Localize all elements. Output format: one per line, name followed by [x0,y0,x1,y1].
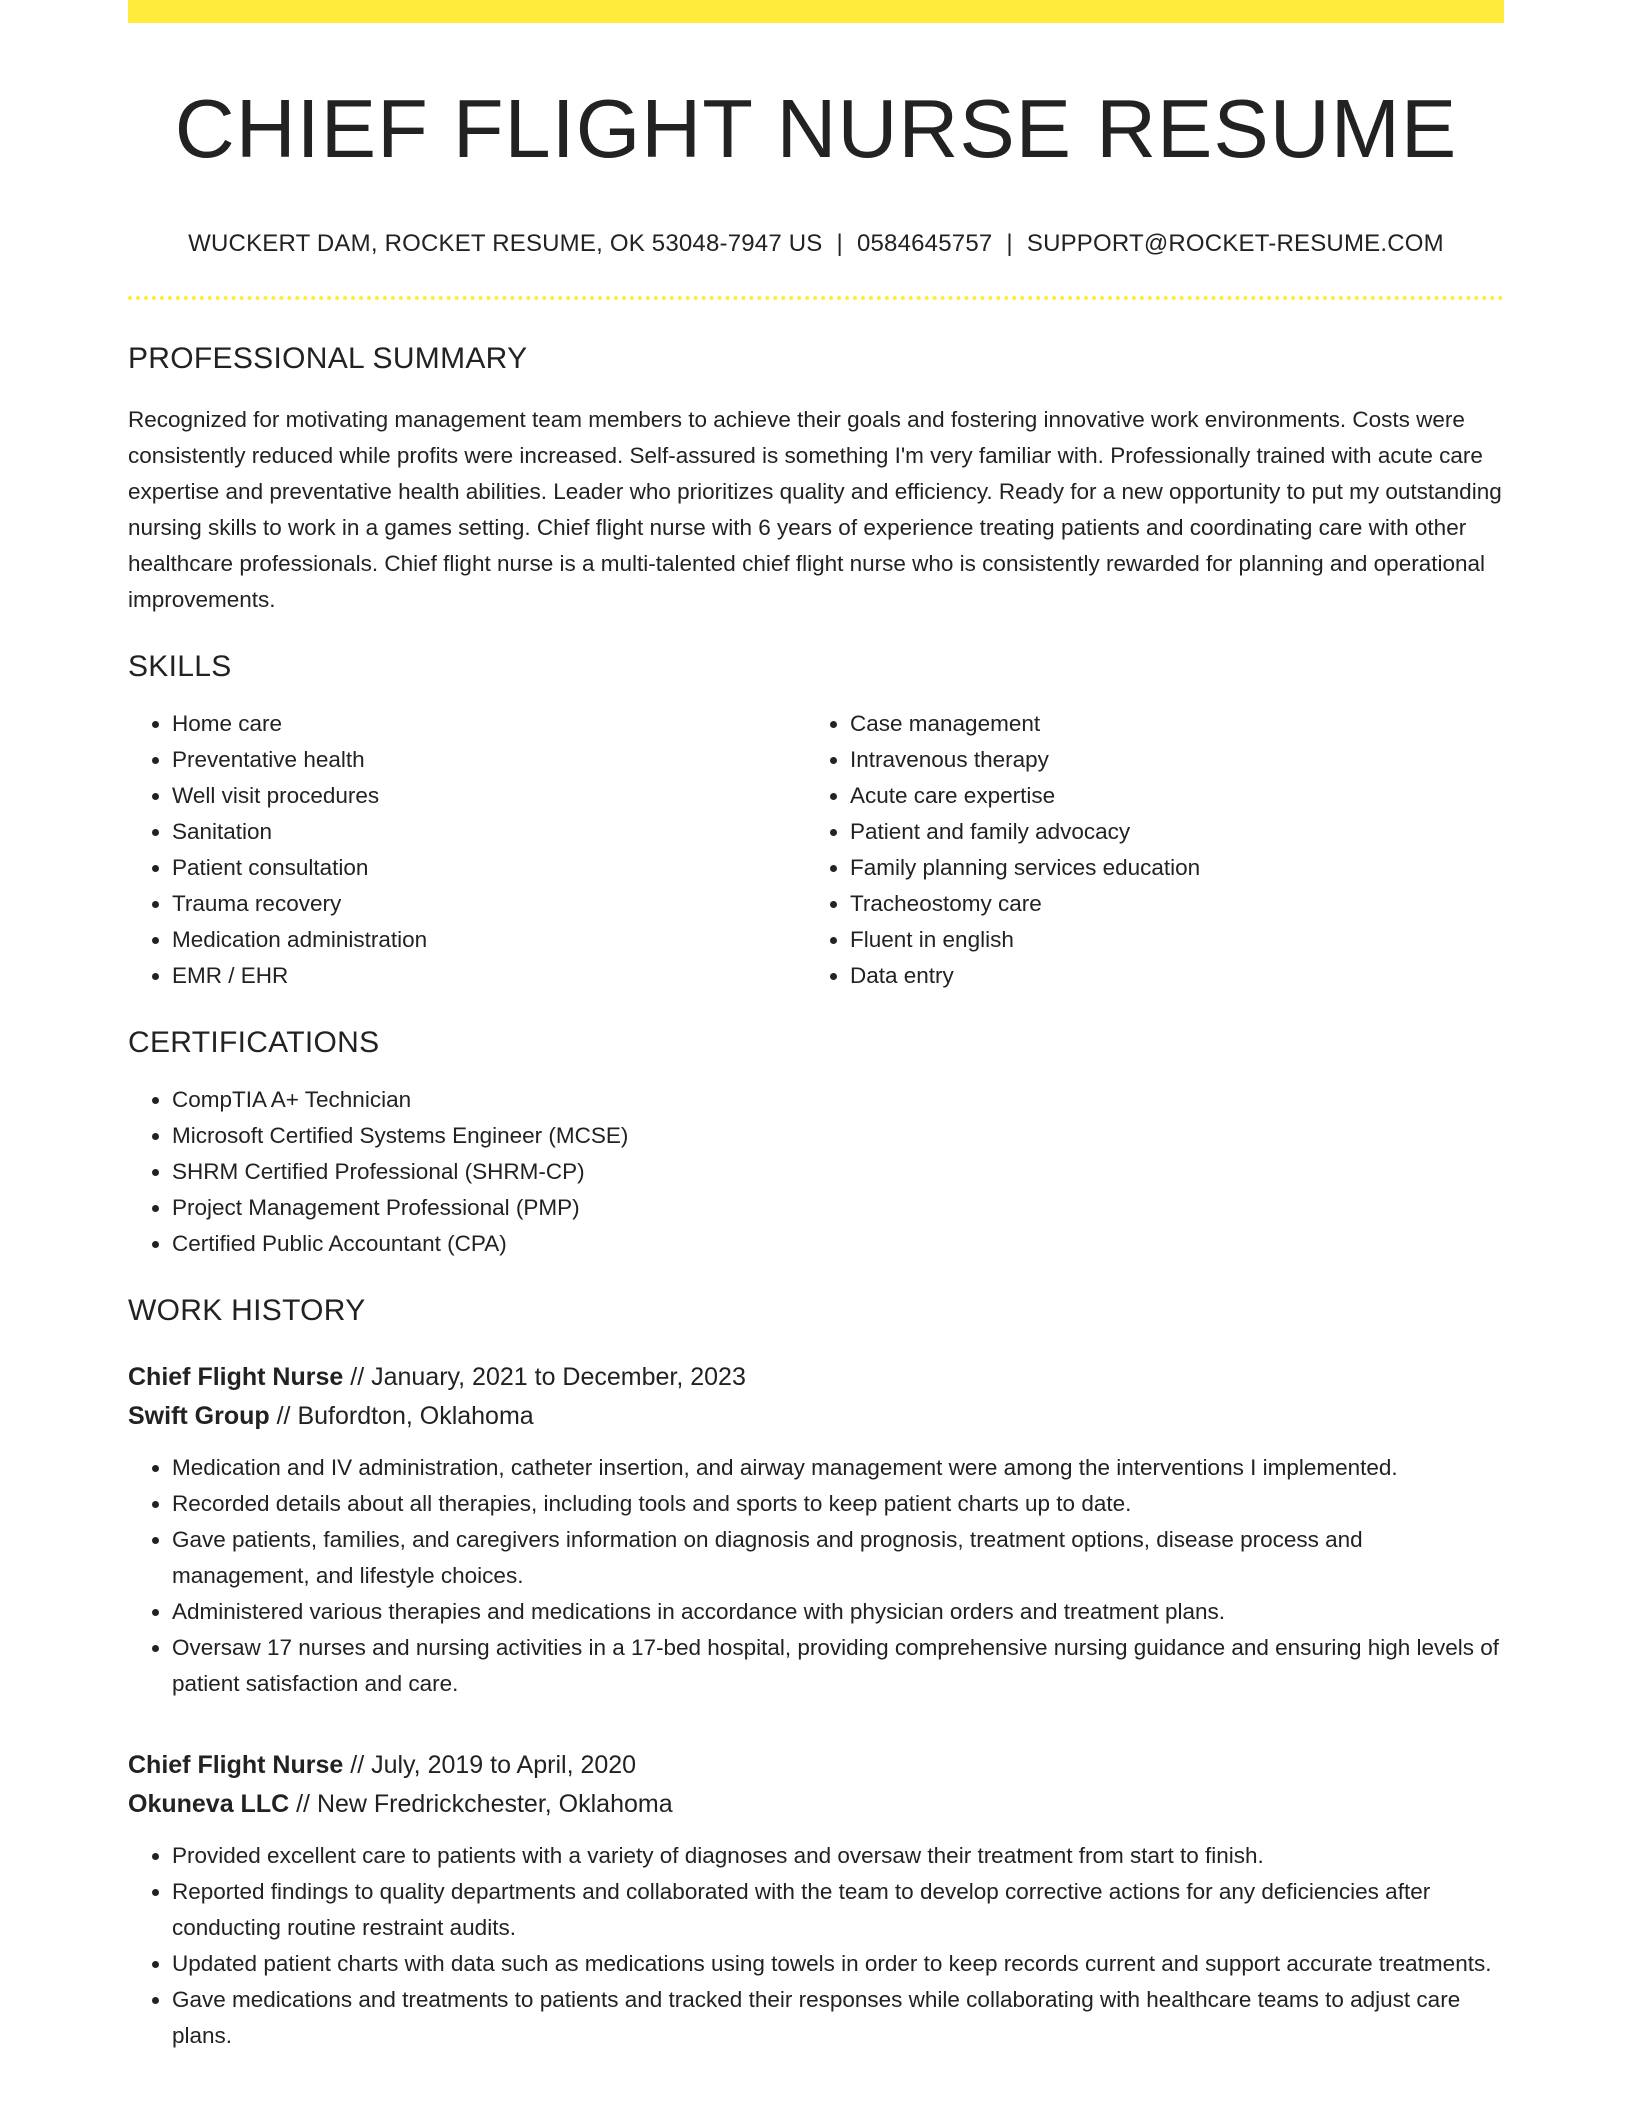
page-title: CHIEF FLIGHT NURSE RESUME [174,82,1458,175]
skill-item: • Home care [172,706,806,742]
skills-section [128,650,1504,994]
contact-separator: | [836,230,843,258]
certification-item: • Project Management Professional (PMP) [172,1190,1504,1226]
job-title: Chief Flight Nurse [128,1363,344,1392]
job-bullet: • Reported findings to quality departments and collaborated with the team to develop corrective actions for any deficiencies after conducting routine restraint audits. [172,1874,1504,1946]
skills-list-left [128,706,806,994]
skills-column-left [128,684,806,994]
skill-item: • Patient consultation [172,850,806,886]
contact-line [128,230,1504,258]
job-dates: // July, 2019 to April, 2020 [343,1751,637,1780]
skills-columns [128,684,1504,994]
job-entry [128,1358,1504,1702]
skill-item: • Sanitation [172,814,806,850]
skill-item: • Intravenous therapy [850,742,1484,778]
certifications-section [128,1026,1504,1262]
certifications-heading: CERTIFICATIONS [128,1026,380,1060]
job-bullets [128,1838,1504,2054]
job-company-line [128,1785,1504,1824]
skill-item: • Well visit procedures [172,778,806,814]
contact-address: WUCKERT DAM, ROCKET RESUME, OK 53048-7947 US [188,230,823,258]
skill-item: • Preventative health [172,742,806,778]
contact-email: SUPPORT@ROCKET-RESUME.COM [1026,230,1444,258]
job-bullet: • Recorded details about all therapies, including tools and sports to keep patient charts up to date. [172,1486,1504,1522]
job-company: Swift Group [128,1402,270,1431]
job-title: Chief Flight Nurse [128,1751,344,1780]
skill-item: • EMR / EHR [172,958,806,994]
job-company-line [128,1397,1504,1436]
job-bullet: • Updated patient charts with data such as medications using towels in order to keep records current and support accurate treatments. [172,1946,1504,1982]
certification-item: • Microsoft Certified Systems Engineer (MCSE) [172,1118,1504,1154]
dotted-divider [128,296,1504,300]
certification-item: • CompTIA A+ Technician [172,1082,1504,1118]
job-location: // Bufordton, Oklahoma [269,1402,534,1431]
job-title-line [128,1746,1504,1785]
skill-item: • Family planning services education [850,850,1484,886]
job-bullet: • Gave medications and treatments to patients and tracked their responses while collaborating with healthcare teams to adjust care plans. [172,1982,1504,2054]
skill-item: • Tracheostomy care [850,886,1484,922]
skills-list-right [806,706,1484,994]
skill-item: • Fluent in english [850,922,1484,958]
job-dates: // January, 2021 to December, 2023 [343,1363,746,1392]
job-title-line [128,1358,1504,1397]
job-bullet: • Provided excellent care to patients with a variety of diagnoses and oversaw their treatment from start to finish. [172,1838,1504,1874]
skill-item: • Case management [850,706,1484,742]
skill-item: • Medication administration [172,922,806,958]
skill-item: • Trauma recovery [172,886,806,922]
summary-heading: PROFESSIONAL SUMMARY [128,342,528,376]
skill-item: • Data entry [850,958,1484,994]
skills-heading: SKILLS [128,650,232,684]
job-bullet: • Gave patients, families, and caregivers information on diagnosis and prognosis, treatment options, disease process and management, and lifestyle choices. [172,1522,1504,1594]
certification-item: • Certified Public Accountant (CPA) [172,1226,1504,1262]
job-bullet: • Administered various therapies and medications in accordance with physician orders and treatment plans. [172,1594,1504,1630]
skill-item: • Acute care expertise [850,778,1484,814]
job-company: Okuneva LLC [128,1790,290,1819]
certifications-list [128,1082,1504,1262]
summary-text: Recognized for motivating management team members to achieve their goals and fostering innovative work environments. Costs were consistently reduced while profits were increased. Self-assured is something I'm very familiar with. Professionally trained with acute care expertise and preventative health abilities. Leader who prioritizes quality and efficiency. Ready for a new opportunity to put my outstanding nursing skills to work in a games setting. Chief flight nurse with 6 years of experience treating patients and coordinating care with other healthcare professionals. Chief flight nurse is a multi-talented chief flight nurse who is consistently rewarded for planning and operational improvements. [128,407,1502,613]
job-bullet: • Oversaw 17 nurses and nursing activities in a 17-bed hospital, providing comprehensive nursing guidance and ensuring high levels of patient satisfaction and care. [172,1630,1504,1702]
top-accent-bar [128,0,1504,23]
contact-separator: | [1006,230,1013,258]
contact-phone: 0584645757 [856,230,993,258]
resume-page [128,0,1504,2054]
skill-item: • Patient and family advocacy [850,814,1484,850]
job-bullet: • Medication and IV administration, catheter insertion, and airway management were among the interventions I implemented. [172,1450,1504,1486]
work-history-heading: WORK HISTORY [128,1294,366,1328]
work-history-section [128,1294,1504,2054]
job-bullets [128,1450,1504,1702]
job-location: // New Fredrickchester, Oklahoma [289,1790,673,1819]
skills-column-right [806,684,1484,994]
job-entry [128,1746,1504,2054]
certification-item: • SHRM Certified Professional (SHRM-CP) [172,1154,1504,1190]
